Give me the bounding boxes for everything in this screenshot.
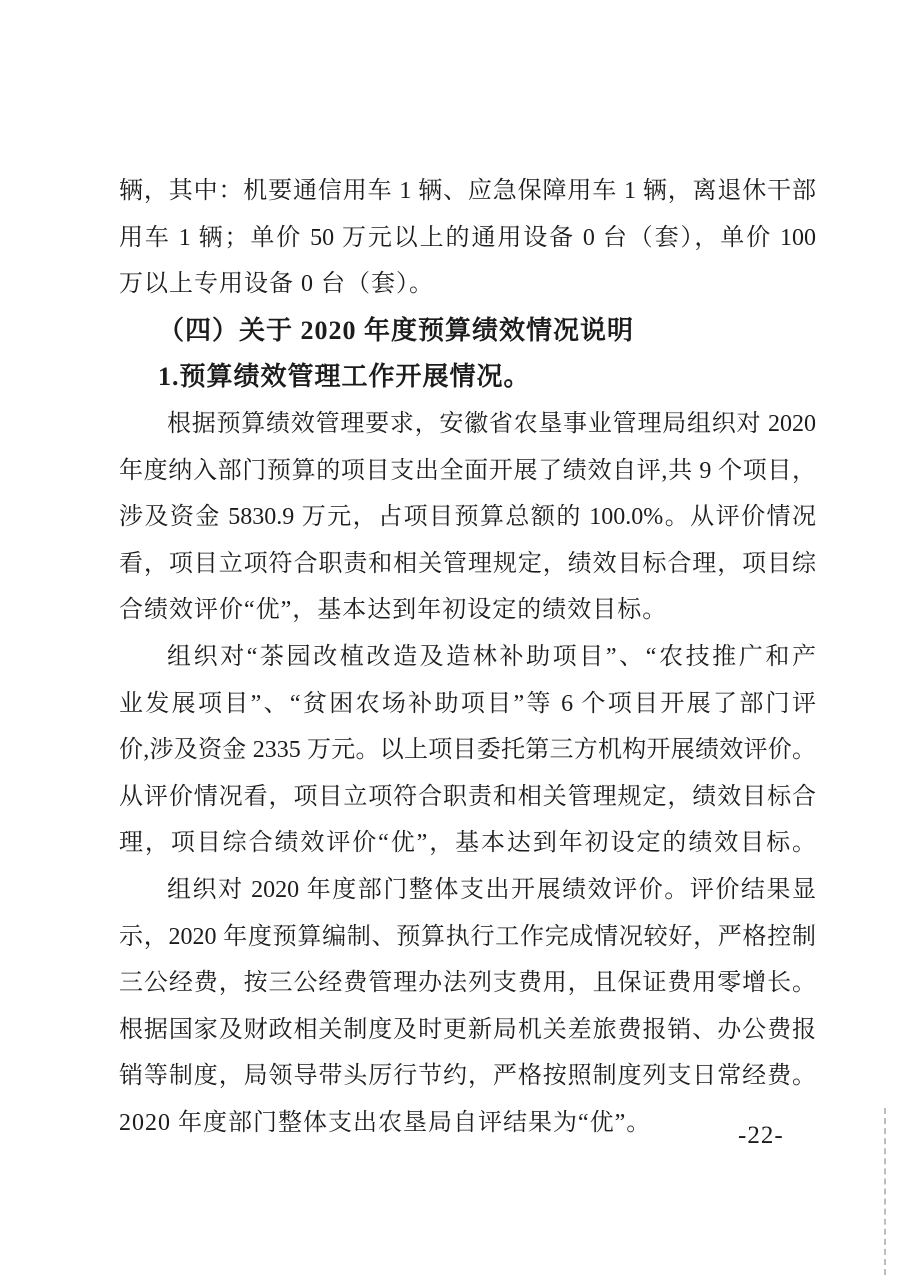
scan-artifact-dashed-line — [884, 1108, 886, 1275]
text-line: 涉及资金 5830.9 万元，占项目预算总额的 100.0%。从评价情况 — [119, 504, 816, 531]
text-line: 示，2020 年度预算编制、预算执行工作完成情况较好，严格控制 — [119, 923, 816, 950]
sub-heading: 1.预算绩效管理工作开展情况。 — [158, 362, 531, 392]
text-line: 合绩效评价“优”，基本达到年初设定的绩效目标。 — [119, 597, 668, 624]
text-line: 理，项目综合绩效评价“优”，基本达到年初设定的绩效目标。 — [119, 830, 816, 857]
text-line: 从评价情况看，项目立项符合职责和相关管理规定，绩效目标合 — [119, 783, 816, 810]
document-body — [119, 168, 816, 1146]
text-line: 业发展项目”、“贫困农场补助项目”等 6 个项目开展了部门评 — [119, 690, 816, 717]
text-line: 组织对 2020 年度部门整体支出开展绩效评价。评价结果显 — [167, 876, 816, 903]
text-line: 销等制度，局领导带头厉行节约，严格按照制度列支日常经费。 — [119, 1063, 816, 1090]
text-line: 根据国家及财政相关制度及时更新局机关差旅费报销、办公费报 — [119, 1016, 816, 1043]
text-line: 根据预算绩效管理要求，安徽省农垦事业管理局组织对 2020 — [167, 410, 816, 437]
text-line: 组织对“茶园改植改造及造林补助项目”、“农技推广和产 — [167, 643, 816, 670]
text-line: 年度纳入部门预算的项目支出全面开展了绩效自评,共 9 个项目， — [119, 457, 816, 484]
text-line: 三公经费，按三公经费管理办法列支费用，且保证费用零增长。 — [119, 970, 816, 997]
text-line: 用车 1 辆；单价 50 万元以上的通用设备 0 台（套），单价 100 — [119, 224, 816, 251]
text-line: 价,涉及资金 2335 万元。以上项目委托第三方机构开展绩效评价。 — [119, 737, 816, 764]
text-line: 看，项目立项符合职责和相关管理规定，绩效目标合理，项目综 — [119, 550, 816, 577]
text-line: 万以上专用设备 0 台（套）。 — [119, 271, 434, 298]
page-number: -22- — [738, 1122, 784, 1149]
section-heading: （四）关于 2020 年度预算绩效情况说明 — [158, 315, 635, 345]
text-line: 2020 年度部门整体支出农垦局自评结果为“优”。 — [119, 1109, 652, 1136]
text-line: 辆，其中：机要通信用车 1 辆、应急保障用车 1 辆，离退休干部 — [119, 178, 816, 204]
